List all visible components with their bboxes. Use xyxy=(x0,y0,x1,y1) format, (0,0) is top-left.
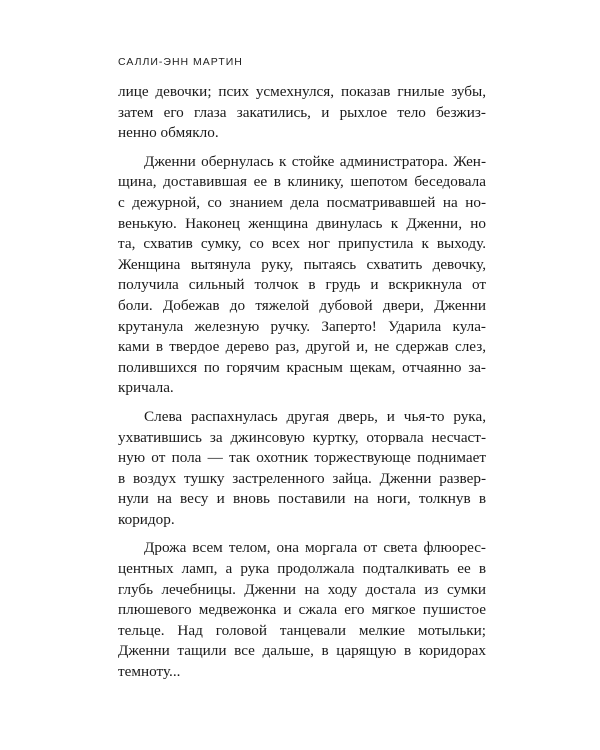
text-line: ками в твердое дерево раз, другой и, не сдержав слез, xyxy=(118,338,486,356)
paragraph xyxy=(118,407,486,531)
text-line: тельце. Над головой танцевали мелкие мотыльки; xyxy=(118,621,486,639)
paragraph xyxy=(118,152,486,399)
text-line: плюшевого медвежонка и сжала его мягкое пушистое xyxy=(118,601,486,619)
paragraph xyxy=(118,82,486,144)
text-line: ную от пола — так охотник торжествующе поднимает xyxy=(118,449,486,467)
text-line: в воздух тушку застреленного зайца. Дженни развер- xyxy=(118,469,486,487)
text-line: ненно обмякло. xyxy=(118,124,219,142)
text-line: Дженни тащили все дальше, в царящую в коридорах xyxy=(118,642,486,660)
text-line: полившихся по горячим красным щекам, отчаянно за- xyxy=(118,358,486,376)
text-line: с дежурной, со знанием дела посматривавшей на но- xyxy=(118,193,486,211)
body-text xyxy=(118,82,486,691)
text-line: получила сильный толчок в грудь и вскрикнула от xyxy=(118,276,486,294)
text-line: крутанула железную ручку. Заперто! Ударила кула- xyxy=(118,317,486,335)
paragraph xyxy=(118,538,486,682)
text-line: темноту... xyxy=(118,663,181,681)
running-head: САЛЛИ-ЭНН МАРТИН xyxy=(118,56,243,68)
text-line: ухватившись за джинсовую куртку, оторвала несчаст- xyxy=(118,428,486,446)
text-line: нули на весу и вновь поставили на ноги, толкнув в xyxy=(118,490,486,508)
text-line: кричала. xyxy=(118,379,174,397)
text-line: Дрожа всем телом, она моргала от света флюорес- xyxy=(144,539,486,557)
text-line: лице девочки; псих усмехнулся, показав гнилые зубы, xyxy=(118,83,486,100)
text-line: боли. Добежав до тяжелой дубовой двери, Дженни xyxy=(118,296,486,314)
text-line: Женщина вытянула руку, пытаясь схватить девочку, xyxy=(118,255,486,273)
text-line: затем его глаза закатились, и рыхлое тело безжиз- xyxy=(118,103,486,121)
text-line: та, схватив сумку, со всех ног припустила к выходу. xyxy=(118,235,486,253)
text-line: Дженни обернулась к стойке администратора. Жен- xyxy=(144,152,486,170)
text-line: коридор. xyxy=(118,510,175,528)
text-line: щина, доставившая ее в клинику, шепотом беседовала xyxy=(118,173,486,191)
text-line: венькую. Наконец женщина двинулась к Дженни, но xyxy=(118,214,486,232)
text-line: глубь лечебницы. Дженни на ходу достала из сумки xyxy=(118,580,486,598)
text-line: Слева распахнулась другая дверь, и чья-то рука, xyxy=(144,407,486,425)
text-line: центных ламп, а рука продолжала подталкивать ее в xyxy=(118,560,486,578)
